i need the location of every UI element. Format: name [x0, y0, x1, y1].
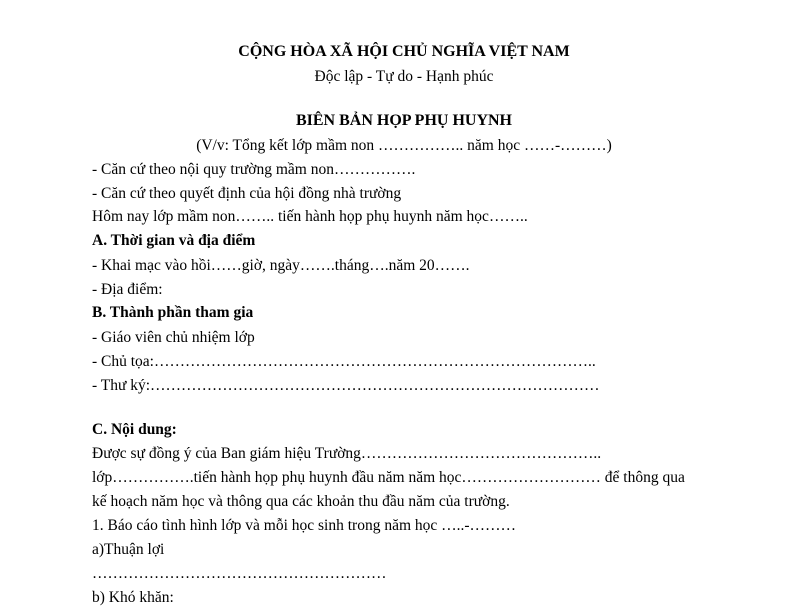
section-a-heading: A. Thời gian và địa điểm [92, 232, 256, 249]
content-line-2: lớp…………….tiến hành họp phụ huynh đầu năm năm học……………………… để thông qua [92, 469, 685, 486]
advantages-blank: ………………………………………………… [92, 565, 387, 582]
location-line: - Địa điểm: [92, 281, 163, 298]
teacher-line: - Giáo viên chủ nhiệm lớp [92, 329, 255, 346]
basis-line-2: - Căn cứ theo quyết định của hội đồng nhà trường [92, 185, 402, 202]
content-line-1: Được sự đồng ý của Ban giám hiệu Trường……………………………………….. [92, 445, 602, 462]
chair-line: - Chủ tọa:………………………………………………………………………….. [92, 353, 596, 370]
document-title: BIÊN BẢN HỌP PHỤ HUYNH [295, 112, 512, 129]
basis-line-1: - Căn cứ theo nội quy trường mầm non……………. [92, 161, 416, 178]
section-c-heading: C. Nội dung: [92, 421, 177, 438]
content-line-3: kế hoạch năm học và thông qua các khoản thu đầu năm của trường. [92, 493, 510, 510]
difficulties-label: b) Khó khăn: [92, 589, 174, 606]
nation-header: CỘNG HÒA XÃ HỘI CHỦ NGHĨA VIỆT NAM [238, 43, 570, 60]
secretary-line: - Thư ký:…………………………………………………………………………… [92, 377, 600, 394]
intro-line: Hôm nay lớp mầm non…….. tiến hành họp phụ huynh năm học…….. [92, 208, 528, 225]
section-b-heading: B. Thành phần tham gia [92, 304, 254, 321]
document-subject: (V/v: Tổng kết lớp mầm non …………….. năm học ……-………) [196, 137, 612, 154]
advantages-label: a)Thuận lợi [92, 541, 165, 558]
opening-time-line: - Khai mạc vào hồi……giờ, ngày…….tháng….năm 20……. [92, 257, 470, 274]
motto: Độc lập - Tự do - Hạnh phúc [314, 68, 494, 85]
item-1-line: 1. Báo cáo tình hình lớp và mỗi học sinh trong năm học …..-……… [92, 517, 517, 534]
